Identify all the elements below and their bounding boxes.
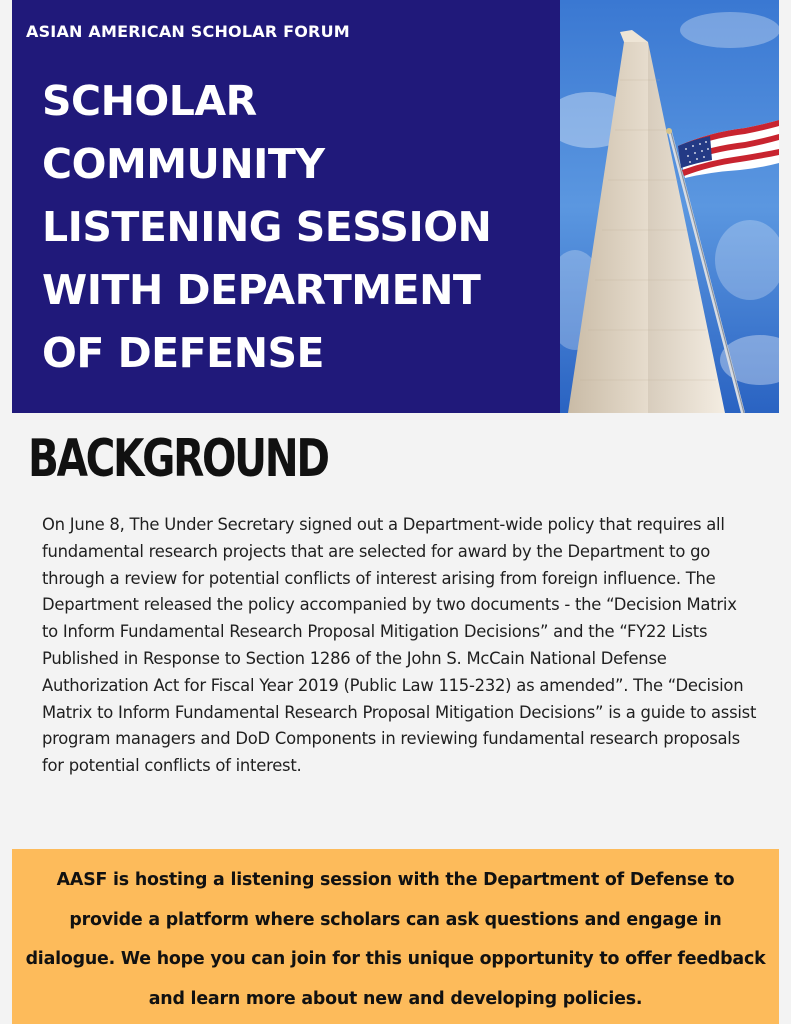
event-title-line: LISTENING SESSION [42,203,492,251]
header-banner [12,0,560,413]
event-title [42,70,552,385]
callout-banner [12,849,779,1024]
organization-name: ASIAN AMERICAN SCHOLAR FORUM [26,22,350,41]
event-title-line: SCHOLAR [42,77,257,125]
background-heading: BACKGROUND [28,429,328,489]
event-title-line: OF DEFENSE [42,329,325,377]
event-title-line: WITH DEPARTMENT [42,266,481,314]
background-body: On June 8, The Under Secretary signed out a Department-wide policy that requires all fundamental research projects that are selected for award by the Department to go through a review for potential conflicts of interest arising from foreign influence. The Department released the policy accompanied by two documents - the “Decision Matrix to Inform Fundamental Research Proposal Mitigation Decisions” and the “FY22 Lists Published in Response to Section 1286 of the John S. McCain National Defense Authorization Act for Fiscal Year 2019 (Public Law 115-232) as amended”. The “Decision Matrix to Inform Fundamental Research Proposal Mitigation Decisions” is a guide to assist program managers and DoD Components in reviewing fundamental research proposals for potential conflicts of interest. [42,515,757,776]
event-title-line: COMMUNITY [42,140,325,188]
washington-monument-photo [560,0,779,413]
callout-text: AASF is hosting a listening session with the Department of Defense to provide a platform where scholars can ask questions and engage in dialogue. We hope you can join for this unique opportunity to offer feedback and learn more about new and developing policies. [25,870,766,1009]
